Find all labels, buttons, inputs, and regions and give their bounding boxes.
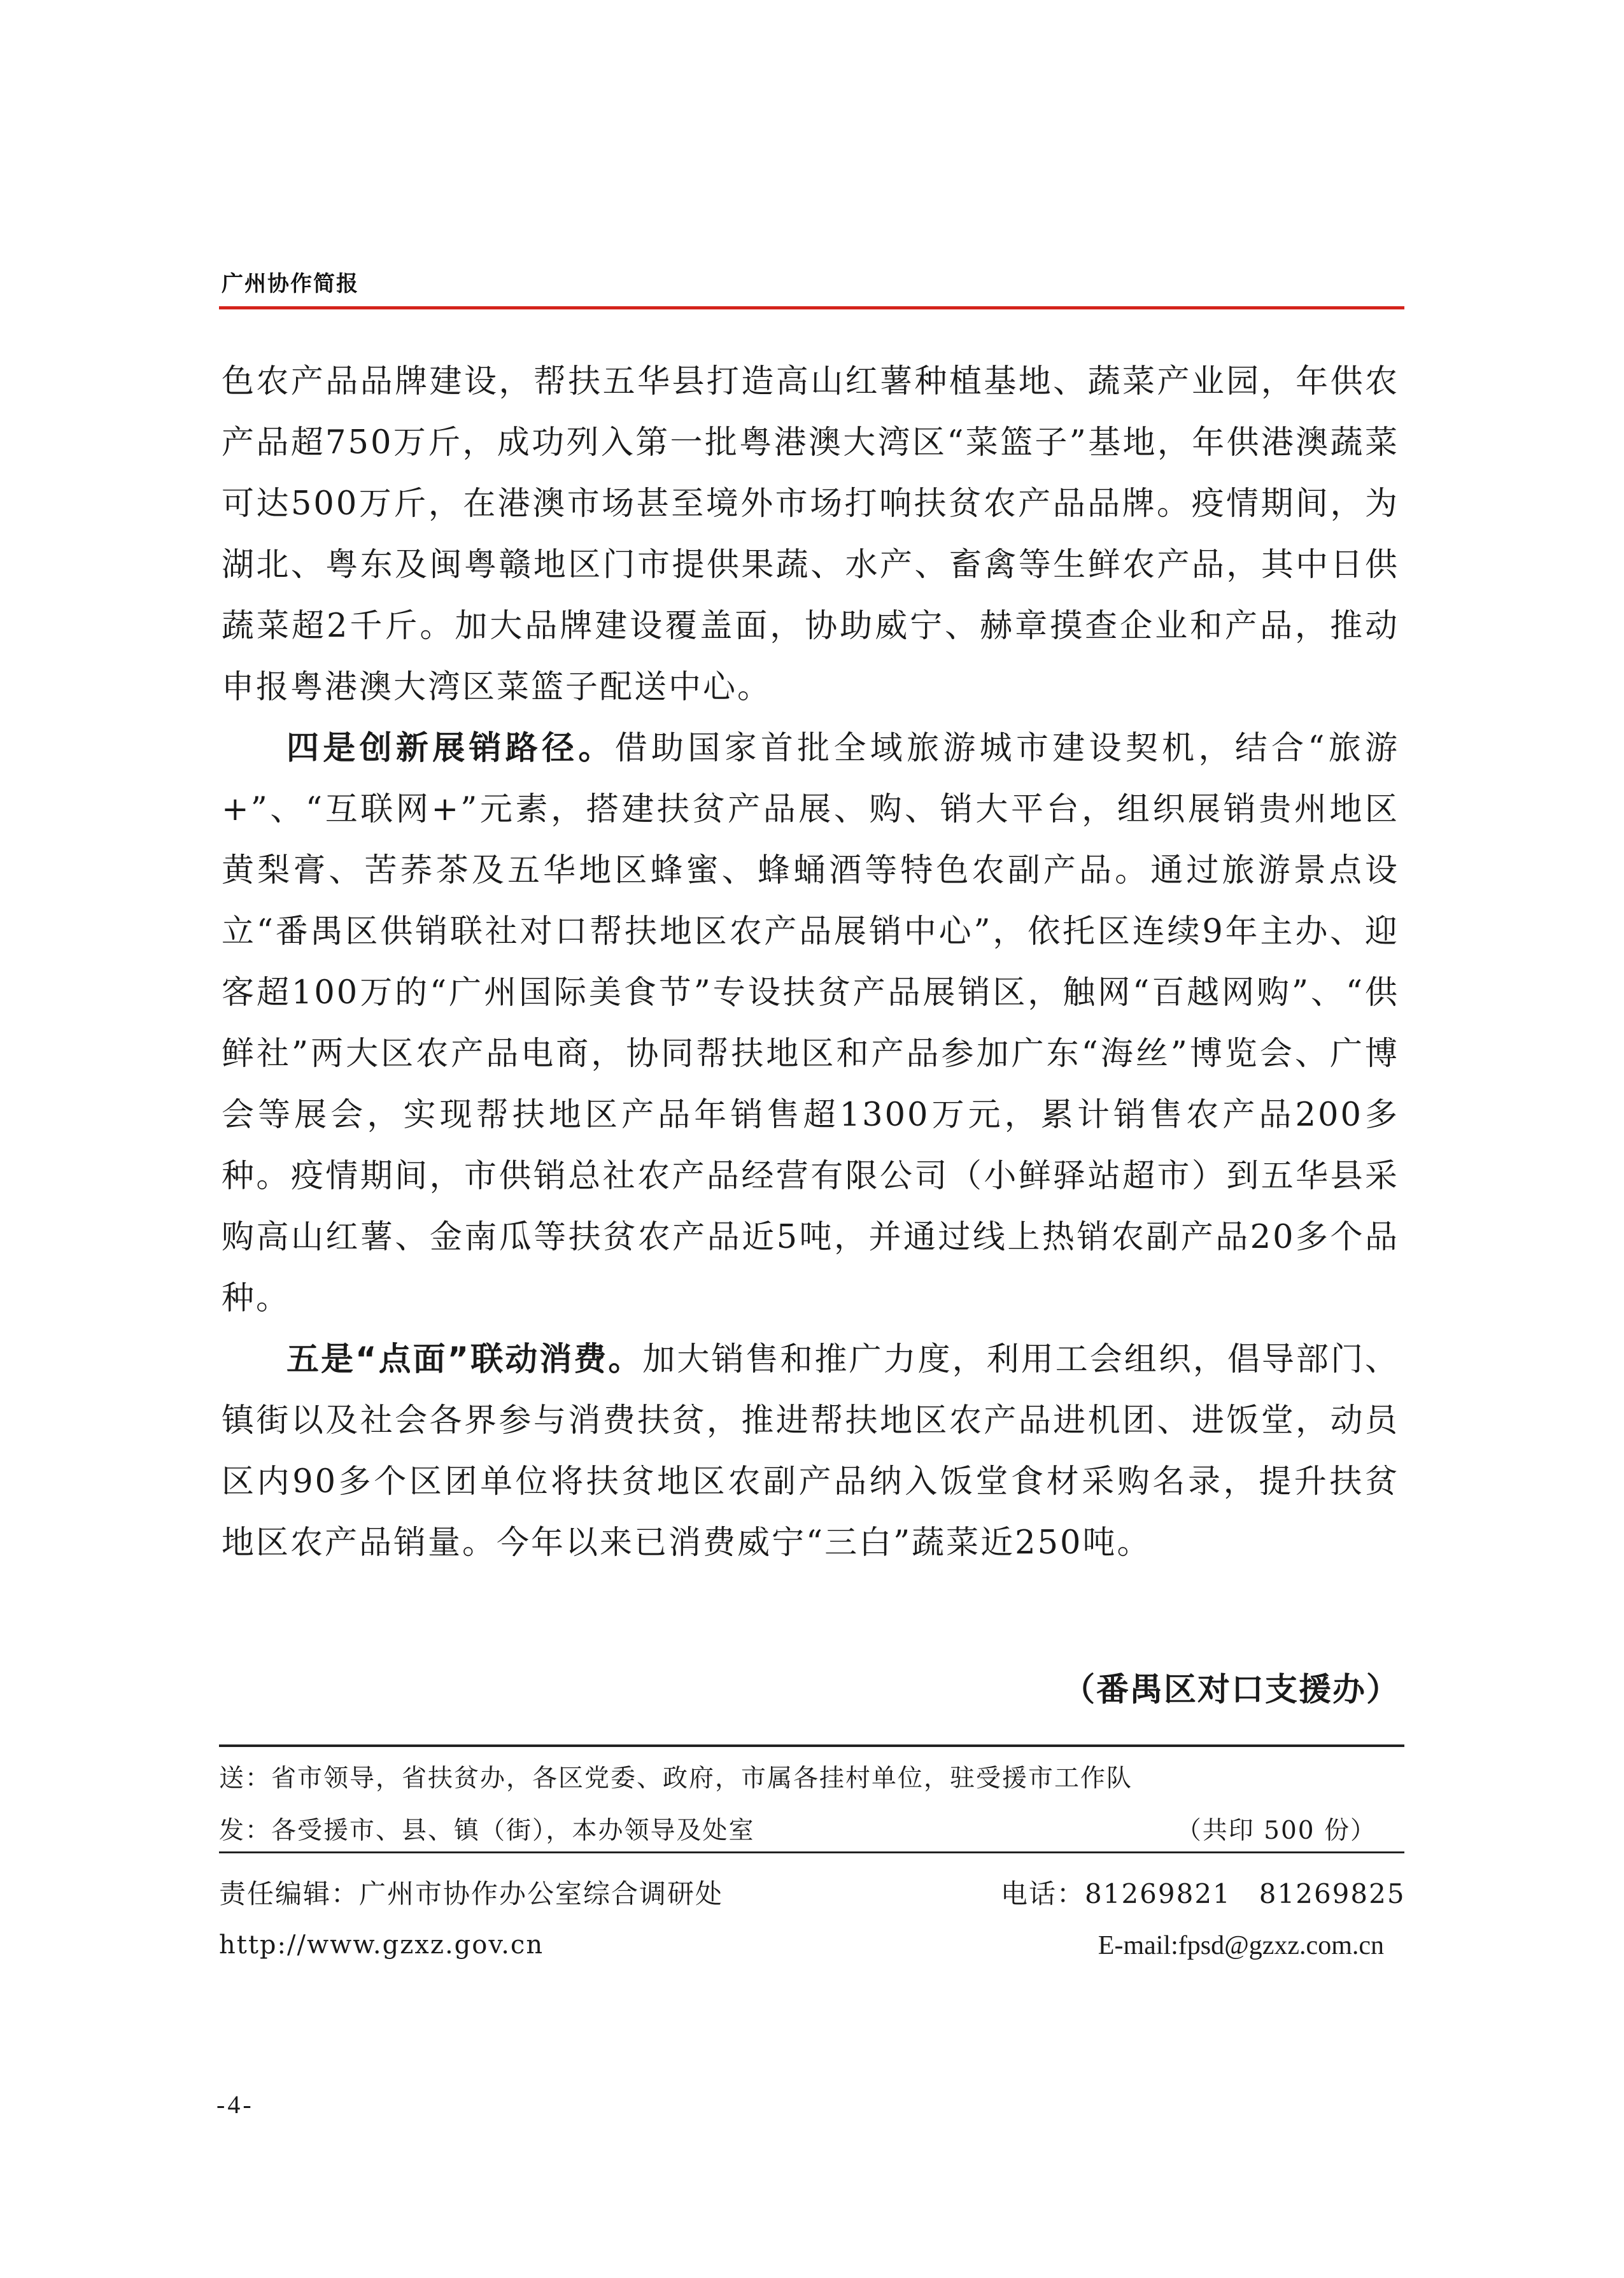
- distribution-issue: [219, 1811, 1404, 1846]
- responsible-editor: 责任编辑：广州市协作办公室综合调研处: [219, 1878, 724, 1909]
- distribution-bottom-rule: [219, 1851, 1404, 1853]
- paragraph-linked-consumption-heading: 五是“点面”联动消费。: [286, 1341, 643, 1378]
- paragraph-sales-channels: [222, 718, 1399, 1329]
- contact-phone: 电话：81269821 81269825: [1001, 1878, 1406, 1909]
- distribution-issue-text: 发：各受援市、县、镇（街），本办领导及处室: [219, 1816, 755, 1845]
- email-link[interactable]: E-mail:fpsd@gzxz.com.cn: [1098, 1931, 1384, 1960]
- distribution-top-rule: [219, 1744, 1404, 1747]
- distribution-send: 送：省市领导，省扶贫办，各区党委、政府，市属各挂村单位，驻受援市工作队: [219, 1764, 1133, 1793]
- paragraph-sales-channels-heading: 四是创新展销路径。: [286, 730, 615, 767]
- article-source: （番禺区对口支援办）: [1062, 1671, 1400, 1709]
- web-line: [219, 1930, 1404, 1960]
- paragraph-sales-channels-text: 借助国家首批全域旅游城市建设契机，结合“旅游+”、“互联网+”元素，搭建扶贫产品展、购、销大平台，组织展销贵州地区黄梨膏、苦荞茶及五华地区蜂蜜、蜂蛹酒等特色农副产品。通过旅游景点设立“番禺区供销联社对口帮扶地区农产品展销中心”，依托区连续9年主办、迎客超100万的“广州国际美食节”专设扶贫产品展销区，触网“百越网购”、“供鲜社”两大区农产品电商，协同帮扶地区和产品参加广东“海丝”博览会、广博会等展会，实现帮扶地区产品年销售超1300万元，累计销售农产品200多种。疫情期间，市供销总社农产品经营有限公司（小鲜驿站超市）到五华县采购高山红薯、金南瓜等扶贫农产品近5吨，并通过线上热销农副产品20多个品种。: [222, 730, 1399, 1317]
- bulletin-title: 广州协作简报: [222, 271, 359, 297]
- print-copies: （共印 500 份）: [1176, 1816, 1376, 1845]
- website-link[interactable]: http://www.gzxz.gov.cn: [219, 1930, 544, 1960]
- editor-line: [219, 1873, 1404, 1911]
- paragraph-linked-consumption-text: 加大销售和推广力度，利用工会组织，倡导部门、镇街以及社会各界参与消费扶贫，推进帮扶地区农产品进机团、进饭堂，动员区内90多个区团单位将扶贫地区农副产品纳入饭堂食材采购名录，提升扶贫地区农产品销量。今年以来已消费威宁“三白”蔬菜近250吨。: [222, 1341, 1399, 1562]
- header-red-rule: [219, 306, 1404, 309]
- page-number: -4-: [216, 2090, 254, 2119]
- paragraph-linked-consumption: [222, 1329, 1399, 1574]
- paragraph-brand-building: 色农产品品牌建设，帮扶五华县打造高山红薯种植基地、蔬菜产业园，年供农产品超750万斤，成功列入第一批粤港澳大湾区“菜篮子”基地，年供港澳蔬菜可达500万斤，在港澳市场甚至境外市场打响扶贫农产品品牌。疫情期间，为湖北、粤东及闽粤赣地区门市提供果蔬、水产、畜禽等生鲜农产品，其中日供蔬菜超2千斤。加大品牌建设覆盖面，协助威宁、赫章摸查企业和产品，推动申报粤港澳大湾区菜篮子配送中心。: [222, 363, 1399, 706]
- article-body: [222, 351, 1399, 1574]
